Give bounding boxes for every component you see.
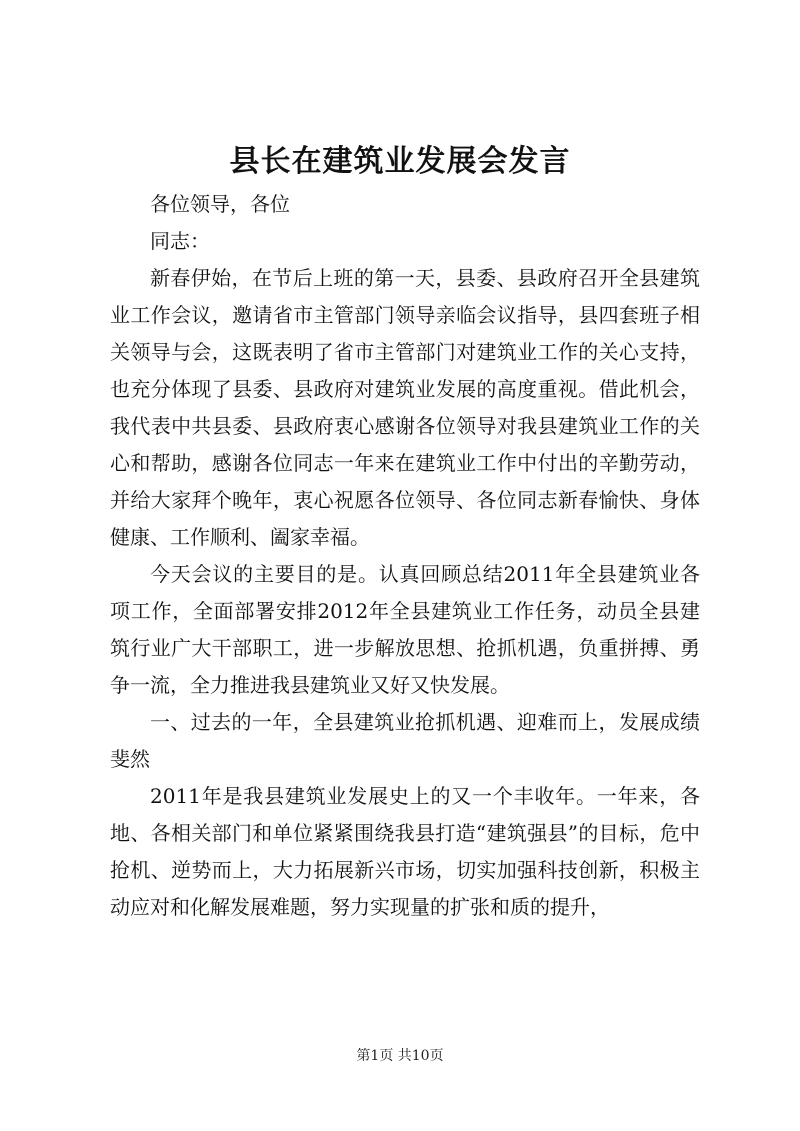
paragraph-review: 2011年是我县建筑业发展史上的又一个丰收年。一年来，各地、各相关部门和单位紧紧围绕我县打造“建筑强县”的目标，危中抢机、逆势而上，大力拓展新兴市场，切实加强科技创新，积极主动应对和化解发展难题，努力实现量的扩张和质的提升， xyxy=(110,784,700,919)
section-heading-1: 一、过去的一年，全县建筑业抢抓机遇、迎难而上，发展成绩斐然 xyxy=(110,710,700,771)
paragraph-salutation-1: 各位领导，各位 xyxy=(150,192,290,216)
document-body xyxy=(110,186,700,926)
paragraph-purpose: 今天会议的主要目的是。认真回顾总结2011年全县建筑业各项工作，全面部署安排2012年全县建筑业工作任务，动员全县建筑行业广大干部职工，进一步解放思想、抢抓机遇，负重拼搏、勇争一流，全力推进我县建筑业又好又快发展。 xyxy=(110,562,700,697)
page-footer: 第1页 共10页 xyxy=(356,1048,444,1064)
paragraph-salutation-2: 同志： xyxy=(150,229,210,253)
document-title: 县长在建筑业发展会发言 xyxy=(229,144,571,179)
paragraph-opening: 新春伊始，在节后上班的第一天，县委、县政府召开全县建筑业工作会议，邀请省市主管部门领导亲临会议指导，县四套班子相关领导与会，这既表明了省市主管部门对建筑业工作的关心支持，也充分体现了县委、县政府对建筑业发展的高度重视。借此机会，我代表中共县委、县政府衷心感谢各位领导对我县建筑业工作的关心和帮助，感谢各位同志一年来在建筑业工作中付出的辛勤劳动，并给大家拜个晚年，衷心祝愿各位领导、各位同志新春愉快、身体健康、工作顺利、阖家幸福。 xyxy=(110,266,700,549)
